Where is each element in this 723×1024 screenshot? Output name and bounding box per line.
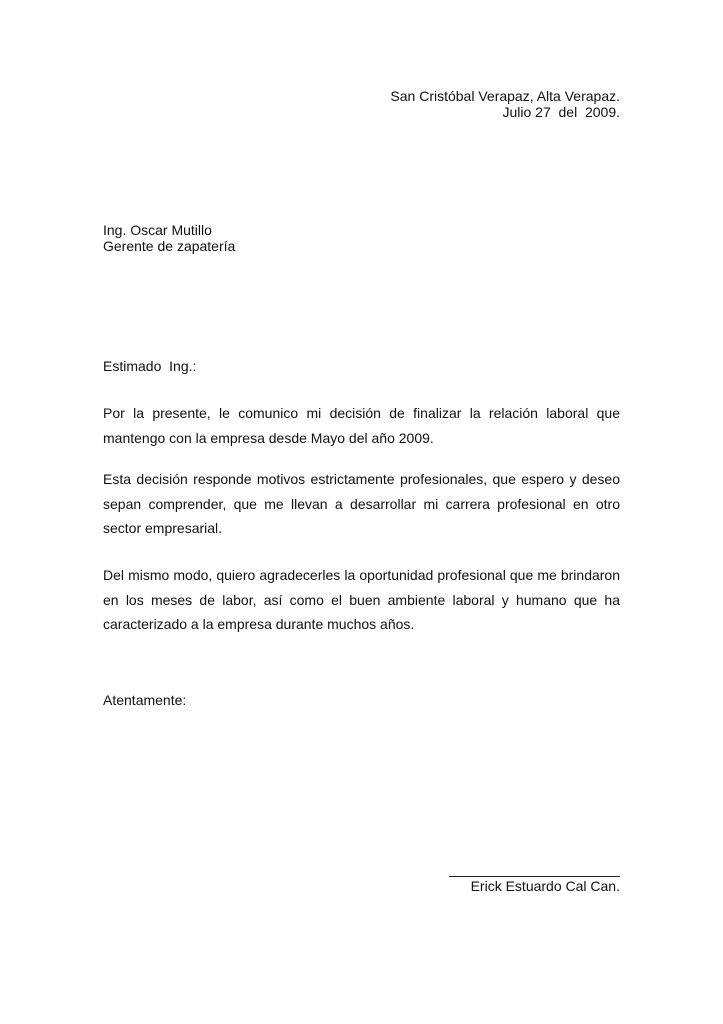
closing: Atentamente:: [103, 692, 187, 708]
letter-place: San Cristóbal Verapaz, Alta Verapaz.: [390, 88, 620, 104]
paragraph-1: Por la presente, le comunico mi decisión de finalizar la relación laboral que mantengo con la empresa desde Mayo del año 2009.: [103, 405, 620, 446]
signature-line: [449, 876, 620, 877]
greeting: Estimado Ing.:: [103, 358, 197, 374]
signature-name: Erick Estuardo Cal Can.: [470, 878, 620, 894]
letter-date: Julio 27 del 2009.: [502, 104, 620, 120]
paragraph-2: Esta decisión responde motivos estrictamente profesionales, que espero y deseo sepan comprender, que me llevan a desarrollar mi carrera profesional en otro sector empresarial.: [103, 471, 620, 536]
recipient-title: Gerente de zapatería: [103, 238, 236, 254]
paragraph-3: Del mismo modo, quiero agradecerles la oportunidad profesional que me brindaron en los meses de labor, así como el buen ambiente laboral y humano que ha caracterizado a la empresa durante muchos años.: [103, 567, 620, 632]
recipient-name: Ing. Oscar Mutillo: [103, 222, 212, 238]
